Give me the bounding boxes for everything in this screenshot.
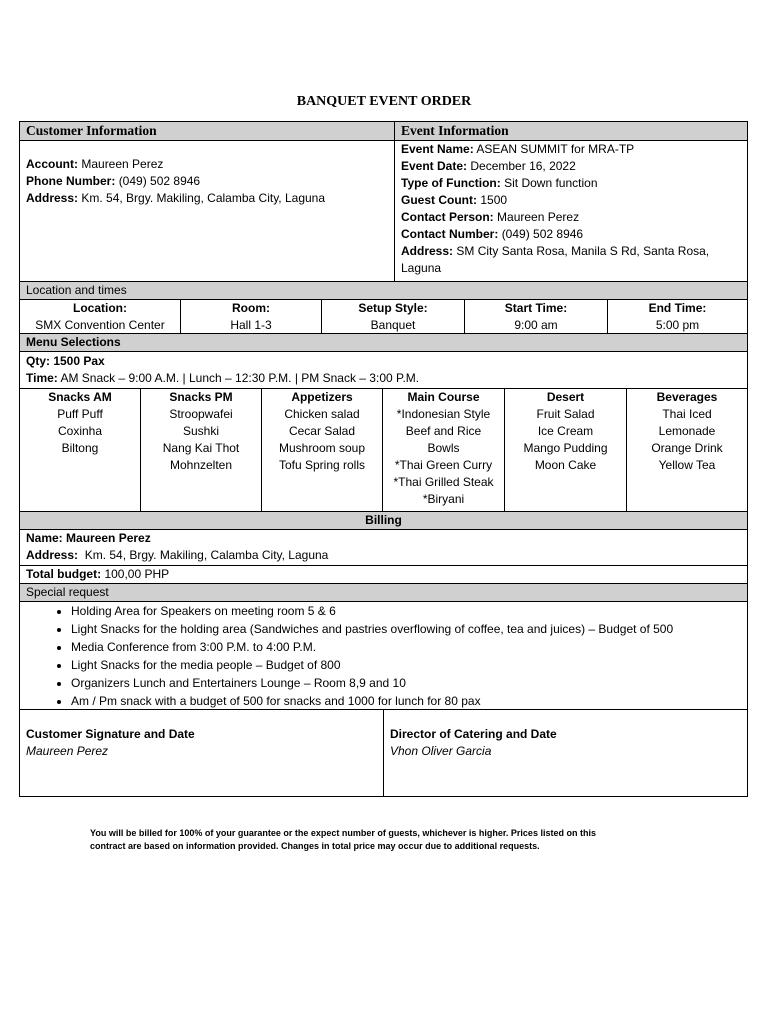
special-request-list-box — [19, 602, 748, 710]
list-item: • Organizers Lunch and Entertainers Lounge – Room 8,9 and 10 — [71, 674, 747, 692]
menu-item: Chicken salad — [284, 407, 360, 421]
contact-number-line: Contact Number: (049) 502 8946 — [401, 227, 584, 241]
banquet-order-form — [19, 121, 748, 797]
event-info-header: Event Information — [395, 121, 748, 141]
location-header: Location and times — [19, 282, 748, 300]
director-signature-box — [384, 710, 748, 797]
billing-disclaimer: You will be billed for 100% of your guarantee or the expect number of guests, whichever is higher. Prices listed on this contract are based on information provided. Changes in total price may occur due to additional requests. — [90, 828, 596, 851]
menu-item: *Thai Grilled Steak — [393, 475, 494, 489]
menu-item: Sushki — [182, 424, 220, 438]
customer-signature-name: Maureen Perez — [26, 744, 109, 758]
director-signature-name: Vhon Oliver Garcia — [390, 744, 492, 758]
list-item: • Holding Area for Speakers on meeting room 5 & 6 — [71, 602, 747, 620]
menu-column-desert: Desert Fruit Salad Ice Cream Mango Pudding Moon Cake — [505, 389, 627, 512]
special-request-list — [20, 602, 747, 710]
phone-line: Phone Number: (049) 502 8946 — [26, 174, 201, 188]
menu-qty-time — [19, 352, 748, 389]
menu-item: Puff Puff — [57, 407, 103, 421]
start-time-cell: Start Time: 9:00 am — [465, 300, 608, 334]
menu-column-beverages: Beverages Thai Iced Lemonade Orange Drink Yellow Tea — [627, 389, 748, 512]
event-address-line-2: Laguna — [401, 261, 442, 275]
menu-item: Fruit Salad — [536, 407, 595, 421]
menu-item: Tofu Spring rolls — [278, 458, 366, 472]
menu-column-snacks-pm: Snacks PM Stroopwafei Sushki Nang Kai Thot Mohnzelten — [141, 389, 262, 512]
address-line: Address: Km. 54, Brgy. Makiling, Calamba City, Laguna — [26, 191, 326, 205]
billing-address-line: Address: Km. 54, Brgy. Makiling, Calamba City, Laguna — [26, 548, 329, 562]
menu-item: Bowls — [427, 441, 460, 455]
menu-item: Mohnzelten — [169, 458, 233, 472]
menu-item: Thai Iced — [662, 407, 712, 421]
customer-signature-label: Customer Signature and Date — [26, 727, 195, 741]
menu-item: *Indonesian Style — [396, 407, 491, 421]
document-title: BANQUET EVENT ORDER — [296, 94, 472, 109]
menu-qty: Qty: 1500 Pax — [26, 354, 105, 368]
list-item: • Light Snacks for the holding area (Sandwiches and pastries overflowing of coffee, tea and juices) – Budget of 500 — [71, 620, 747, 638]
menu-column-main-course: Main Course *Indonesian Style Beef and Rice Bowls *Thai Green Curry *Thai Grilled Steak *Biryani — [383, 389, 505, 512]
room-cell: Room: Hall 1-3 — [181, 300, 322, 334]
guest-count-line: Guest Count: 1500 — [401, 193, 508, 207]
location-cell: Location: SMX Convention Center — [19, 300, 181, 334]
function-type-line: Type of Function: Sit Down function — [401, 176, 598, 190]
billing-header: Billing — [19, 512, 748, 530]
menu-item: Stroopwafei — [169, 407, 233, 421]
menu-item: Mushroom soup — [278, 441, 366, 455]
menu-item: Cecar Salad — [288, 424, 356, 438]
menu-item: Orange Drink — [651, 441, 723, 455]
event-date-line: Event Date: December 16, 2022 — [401, 159, 576, 173]
menu-item: Nang Kai Thot — [162, 441, 240, 455]
phone-value: (049) 502 8946 — [118, 174, 201, 188]
menu-item: Mango Pudding — [523, 441, 608, 455]
account-line: Account: Maureen Perez — [26, 157, 164, 171]
info-body-row — [19, 141, 748, 282]
special-request-header: Special request — [19, 584, 748, 602]
billing-name-line: Name: Maureen Perez — [26, 531, 151, 545]
menu-column-snacks-am: Snacks AM Puff Puff Coxinha Biltong — [19, 389, 141, 512]
menu-item: Biltong — [61, 441, 99, 455]
info-header-row — [19, 121, 748, 141]
menu-header: Menu Selections — [19, 334, 748, 352]
event-info-panel — [395, 141, 748, 282]
event-address-line: Address: SM City Santa Rosa, Manila S Rd, Santa Rosa, — [401, 244, 710, 258]
signature-row — [19, 710, 748, 797]
contact-person-line: Contact Person: Maureen Perez — [401, 210, 580, 224]
menu-item: *Thai Green Curry — [394, 458, 493, 472]
menu-columns-row — [19, 389, 748, 512]
menu-item: Beef and Rice — [405, 424, 482, 438]
customer-signature-box — [19, 710, 384, 797]
billing-info — [19, 530, 748, 566]
menu-item: Yellow Tea — [658, 458, 716, 472]
list-item: • Media Conference from 3:00 P.M. to 4:00 P.M. — [71, 638, 747, 656]
director-signature-label: Director of Catering and Date — [390, 727, 557, 741]
menu-column-appetizers: Appetizers Chicken salad Cecar Salad Mushroom soup Tofu Spring rolls — [262, 389, 383, 512]
setup-style-cell: Setup Style: Banquet — [322, 300, 465, 334]
end-time-cell: End Time: 5:00 pm — [608, 300, 748, 334]
customer-info-panel — [19, 141, 395, 282]
billing-budget: Total budget: 100,00 PHP — [19, 566, 748, 584]
menu-item: Lemonade — [658, 424, 716, 438]
account-value: Maureen Perez — [81, 157, 164, 171]
list-item: • Light Snacks for the media people – Budget of 800 — [71, 656, 747, 674]
menu-item: Moon Cake — [534, 458, 597, 472]
menu-item: *Biryani — [422, 492, 465, 506]
list-item: • Am / Pm snack with a budget of 500 for snacks and 1000 for lunch for 80 pax — [71, 692, 747, 710]
location-row — [19, 300, 748, 334]
address-value: Km. 54, Brgy. Makiling, Calamba City, Laguna — [81, 191, 326, 205]
event-name-line: Event Name: ASEAN SUMMIT for MRA-TP — [401, 142, 635, 156]
menu-time-line: Time: AM Snack – 9:00 A.M. | Lunch – 12:30 P.M. | PM Snack – 3:00 P.M. — [26, 371, 420, 385]
menu-item: Ice Cream — [537, 424, 594, 438]
menu-item: Coxinha — [57, 424, 103, 438]
customer-info-header: Customer Information — [19, 121, 395, 141]
